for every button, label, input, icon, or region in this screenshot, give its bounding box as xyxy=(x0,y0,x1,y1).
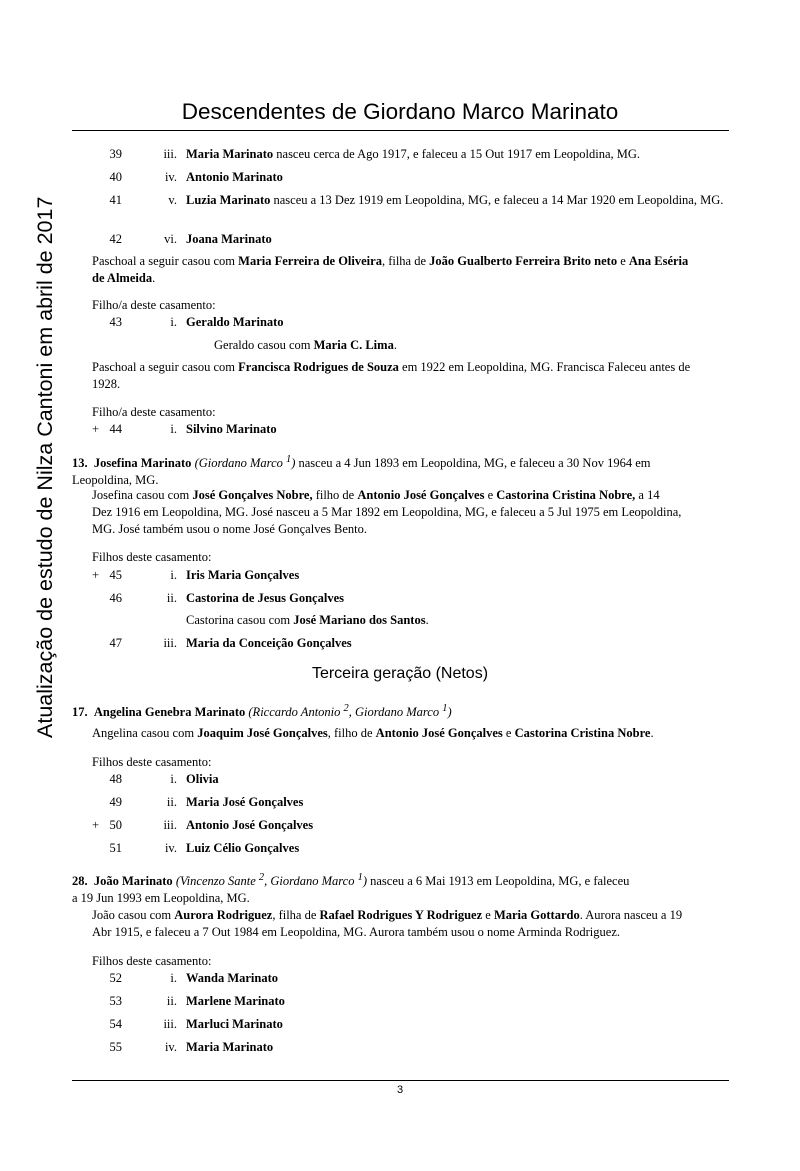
text: Angelina casou com xyxy=(92,726,198,740)
text: Castorina casou com xyxy=(186,613,294,627)
entry-number: 48 xyxy=(109,772,122,786)
entry-number: 40 xyxy=(109,170,122,184)
page-number: 3 xyxy=(396,1084,404,1096)
entry-roman: v. xyxy=(168,193,177,207)
entry-text xyxy=(186,841,299,856)
person-name: Maria Marinato xyxy=(186,1040,274,1054)
text: ) xyxy=(447,705,452,720)
parent-name: Antonio José Gonçalves xyxy=(357,488,485,502)
text: Paschoal a seguir casou com xyxy=(92,254,239,268)
entry-roman: i. xyxy=(170,772,177,786)
text: . xyxy=(152,271,156,285)
entry-number: 55 xyxy=(109,1040,122,1054)
has-descendants-marker: + xyxy=(92,568,100,582)
section-heading: Terceira geração (Netos) xyxy=(311,665,489,682)
text: e xyxy=(502,726,515,740)
entry-roman: ii. xyxy=(166,795,177,809)
entry-roman: iii. xyxy=(163,818,177,832)
children-label: Filho/a deste casamento: xyxy=(92,405,216,419)
entry-text xyxy=(186,1040,273,1055)
person-name: Marluci Marinato xyxy=(186,1017,283,1031)
person-name: Maria José Gonçalves xyxy=(186,795,304,809)
entry-roman: i. xyxy=(170,315,177,329)
entry-number: 39 xyxy=(109,147,122,161)
text: ) xyxy=(362,874,367,889)
generation: 1 xyxy=(442,703,448,714)
entry-number: 54 xyxy=(109,1017,122,1031)
marriage-paragraph xyxy=(92,907,702,941)
children-label: Filhos deste casamento: xyxy=(92,954,212,968)
entry-number: 43 xyxy=(109,315,122,329)
entry-roman: iv. xyxy=(164,841,177,855)
marriage-note xyxy=(214,338,397,353)
entry-roman: i. xyxy=(170,422,177,436)
entry-text xyxy=(186,591,344,606)
marriage-paragraph xyxy=(92,726,654,741)
generation: 1 xyxy=(286,454,292,465)
entry-number: 42 xyxy=(109,232,122,246)
side-annotation: Atualização de estudo de Nilza Cantoni em abril de 2017 xyxy=(33,196,57,738)
entry-number: 50 xyxy=(109,818,122,832)
entry-roman: vi. xyxy=(164,232,177,246)
text: , filha de xyxy=(381,254,430,268)
text: Paschoal a seguir casou com xyxy=(92,360,239,374)
text: , filha de xyxy=(272,908,320,922)
text: e xyxy=(482,908,494,922)
person-name: Castorina de Jesus Gonçalves xyxy=(186,591,344,605)
text: . Aurora nasceu a 19 Abr 1915, e faleceu a 7 Out 1984 em Leopoldina, MG. Aurora também usou o nome Arminda Rodriguez. xyxy=(92,908,683,939)
entry-number: 47 xyxy=(109,636,122,650)
text: a 14 Dez 1916 em Leopoldina, MG. José nasceu a 5 Mar 1892 em Leopoldina, MG, e faleceu a 5 Jul 1975 em Leopoldina, MG. José também usou o nome José Gonçalves Bento. xyxy=(92,488,682,536)
parent-name: Castorina Cristina Nobre xyxy=(514,726,651,740)
ancestor: (Riccardo Antonio xyxy=(248,705,341,720)
marriage-paragraph xyxy=(92,253,692,287)
person-name: Geraldo Marinato xyxy=(186,315,284,329)
entry-text xyxy=(186,232,272,247)
entry-text xyxy=(186,568,299,583)
text: João casou com xyxy=(92,908,175,922)
person-name: Wanda Marinato xyxy=(186,971,279,985)
person-heading xyxy=(72,703,452,720)
generation: 1 xyxy=(357,872,363,883)
parent-name: Castorina Cristina Nobre, xyxy=(496,488,636,502)
ancestor: (Vincenzo Sante xyxy=(175,874,256,889)
lineage xyxy=(248,705,451,719)
person-name: Joana Marinato xyxy=(186,232,272,246)
entry-text xyxy=(186,772,219,787)
parent-name: Ana Eséria de Almeida xyxy=(92,254,689,285)
person-name: Olivia xyxy=(186,772,219,786)
entry-number: 52 xyxy=(109,971,122,985)
lineage xyxy=(176,874,367,888)
person-id: 13. xyxy=(72,456,88,471)
entry-roman: i. xyxy=(170,568,177,582)
spouse-name: José Gonçalves Nobre, xyxy=(192,488,313,502)
entry-text xyxy=(186,636,352,651)
has-descendants-marker: + xyxy=(92,818,100,832)
person-detail: nasceu a 4 Jun 1893 em Leopoldina, MG, e faleceu a 30 Nov 1964 em Leopoldina, MG. xyxy=(72,456,651,488)
entry-text xyxy=(186,315,284,330)
text: e xyxy=(617,254,629,268)
text: Josefina casou com xyxy=(92,488,193,502)
person-name: Antonio José Gonçalves xyxy=(186,818,314,832)
entry-detail: nasceu cerca de Ago 1917, e faleceu a 15 Out 1917 em Leopoldina, MG. xyxy=(273,147,641,161)
has-descendants-marker: + xyxy=(92,422,100,436)
entry-detail: nasceu a 13 Dez 1919 em Leopoldina, MG, e faleceu a 14 Mar 1920 em Leopoldina, MG. xyxy=(270,193,724,207)
entry-roman: iii. xyxy=(163,636,177,650)
header-divider xyxy=(72,130,729,131)
ancestor: , Giordano Marco xyxy=(348,705,440,720)
page-title: Descendentes de Giordano Marco Marinato xyxy=(181,99,619,124)
parent-name: Rafael Rodrigues Y Rodriguez xyxy=(319,908,483,922)
person-name: Maria Marinato xyxy=(186,147,274,161)
person-id: 28. xyxy=(72,874,88,889)
person-detail: nasceu a 6 Mai 1913 em Leopoldina, MG, e faleceu a 19 Jun 1993 em Leopoldina, MG. xyxy=(72,874,630,906)
person-name: Angelina Genebra Marinato xyxy=(93,705,246,720)
spouse-name: Aurora Rodriguez xyxy=(174,908,273,922)
entry-number: 46 xyxy=(109,591,122,605)
spouse-name: José Mariano dos Santos xyxy=(293,613,426,627)
entry-roman: i. xyxy=(170,971,177,985)
ancestor: , Giordano Marco xyxy=(264,874,355,889)
entry-number: 51 xyxy=(109,841,122,855)
person-name: Maria da Conceição Gonçalves xyxy=(186,636,352,650)
entry-roman: iv. xyxy=(164,1040,177,1054)
generation: 2 xyxy=(258,872,265,883)
entry-text xyxy=(186,971,278,986)
entry-roman: iii. xyxy=(163,147,177,161)
entry-text xyxy=(186,1017,283,1032)
entry-roman: ii. xyxy=(166,994,177,1008)
entry-number: 45 xyxy=(109,568,122,582)
footer-divider xyxy=(72,1080,729,1081)
entry-number: 53 xyxy=(109,994,122,1008)
entry-text xyxy=(186,170,283,185)
spouse-name: Maria Ferreira de Oliveira xyxy=(238,254,382,268)
person-name: João Marinato xyxy=(93,874,173,889)
marriage-paragraph xyxy=(92,359,692,393)
lineage xyxy=(195,456,296,470)
text: em 1922 em Leopoldina, MG. Francisca Faleceu antes de 1928. xyxy=(92,360,691,391)
person-name: Luzia Marinato xyxy=(186,193,271,207)
person-id: 17. xyxy=(72,705,88,720)
entry-number: 41 xyxy=(109,193,122,207)
children-label: Filho/a deste casamento: xyxy=(92,298,216,312)
entry-text xyxy=(186,795,303,810)
text: , filho de xyxy=(327,726,376,740)
text: filho de xyxy=(312,488,358,502)
entry-text xyxy=(186,192,726,209)
entry-text xyxy=(186,147,640,162)
person-name: Luiz Célio Gonçalves xyxy=(186,841,300,855)
entry-roman: ii. xyxy=(166,591,177,605)
generation: 2 xyxy=(343,703,349,714)
person-heading xyxy=(72,451,672,489)
entry-text xyxy=(186,422,277,437)
text: . xyxy=(393,338,397,352)
person-name: Iris Maria Gonçalves xyxy=(186,568,300,582)
text: . xyxy=(650,726,654,740)
entry-number: 44 xyxy=(109,422,122,436)
entry-roman: iii. xyxy=(163,1017,177,1031)
entry-text xyxy=(186,818,313,833)
text: ) xyxy=(291,456,296,471)
person-name: Josefina Marinato xyxy=(93,456,192,471)
spouse-name: Francisca Rodrigues de Souza xyxy=(238,360,399,374)
children-label: Filhos deste casamento: xyxy=(92,755,212,769)
text: . xyxy=(425,613,429,627)
parent-name: Maria Gottardo xyxy=(493,908,580,922)
text: Geraldo casou com xyxy=(214,338,314,352)
parent-name: Antonio José Gonçalves xyxy=(375,726,503,740)
marriage-note xyxy=(186,613,429,628)
person-name: Silvino Marinato xyxy=(186,422,277,436)
text: e xyxy=(484,488,497,502)
person-heading xyxy=(72,869,632,907)
person-name: Antonio Marinato xyxy=(186,170,283,184)
marriage-paragraph xyxy=(92,487,682,538)
entry-text xyxy=(186,994,285,1009)
ancestor: (Giordano Marco xyxy=(194,456,283,471)
entry-number: 49 xyxy=(109,795,122,809)
parent-name: João Gualberto Ferreira Brito neto xyxy=(429,254,618,268)
person-name: Marlene Marinato xyxy=(186,994,285,1008)
children-label: Filhos deste casamento: xyxy=(92,550,212,564)
entry-roman: iv. xyxy=(164,170,177,184)
spouse-name: Joaquim José Gonçalves xyxy=(197,726,328,740)
spouse-name: Maria C. Lima xyxy=(313,338,394,352)
